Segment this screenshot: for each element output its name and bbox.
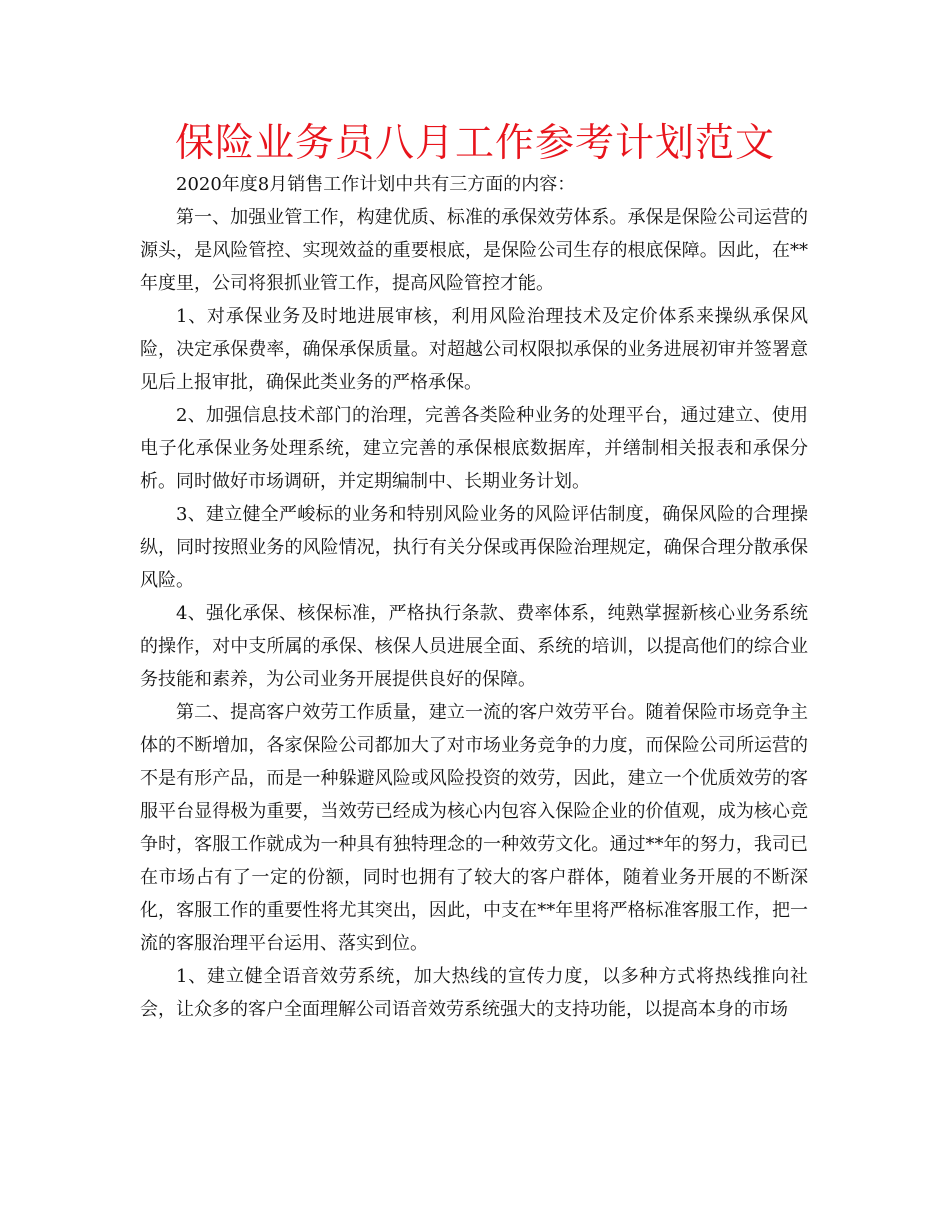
paragraph-item-4: 4、强化承保、核保标准，严格执行条款、费率体系，纯熟掌握新核心业务系统的操作，对中支所属的承保、核保人员进展全面、系统的培训，以提高他们的综合业务技能和素养，为公司业务开展提供良好的保障。 xyxy=(140,603,808,690)
paragraph-item-2: 2、加强信息技术部门的治理，完善各类险种业务的处理平台，通过建立、使用电子化承保业务处理系统，建立完善的承保根底数据库，并缮制相关报表和承保分析。同时做好市场调研，并定期编制中、长期业务计划。 xyxy=(140,405,808,492)
paragraph-item-1: 1、对承保业务及时地进展审核，利用风险治理技术及定价体系来操纵承保风险，决定承保费率，确保承保质量。对超越公司权限拟承保的业务进展初审并签署意见后上报审批，确保此类业务的严格承保。 xyxy=(140,306,808,393)
paragraph-item-3: 3、建立健全严峻标的业务和特别风险业务的风险评估制度，确保风险的合理操纵，同时按照业务的风险情况，执行有关分保或再保险治理规定，确保合理分散承保风险。 xyxy=(140,504,808,591)
paragraph-part-two-item-1: 1、建立健全语音效劳系统，加大热线的宣传力度，以多种方式将热线推向社会，让众多的客户全面理解公司语音效劳系统强大的支持功能，以提高本身的市场 xyxy=(140,966,808,1020)
paragraph-intro: 2020年度8月销售工作计划中共有三方面的内容： xyxy=(176,174,576,195)
paragraph-part-two: 第二、提高客户效劳工作质量，建立一流的客户效劳平台。随着保险市场竞争主体的不断增加，各家保险公司都加大了对市场业务竞争的力度，而保险公司所运营的不是有形产品，而是一种躲避风险或风险投资的效劳，因此，建立一个优质效劳的客服平台显得极为重要，当效劳已经成为核心内包容入保险企业的价值观，成为核心竞争时，客服工作就成为一种具有独特理念的一种效劳文化。通过**年的努力，我司已在市场占有了一定的份额，同时也拥有了较大的客户群体，随着业务开展的不断深化，客服工作的重要性将尤其突出，因此，中支在**年里将严格标准客服工作，把一流的客服治理平台运用、落实到位。 xyxy=(140,702,808,954)
paragraph-part-one: 第一、加强业管工作，构建优质、标准的承保效劳体系。承保是保险公司运营的源头，是风险管控、实现效益的重要根底，是保险公司生存的根底保障。因此，在**年度里，公司将狠抓业管工作，提高风险管控才能。 xyxy=(140,207,808,294)
document-body xyxy=(140,168,808,1026)
document-title: 保险业务员八月工作参考计划范文 xyxy=(174,121,775,166)
